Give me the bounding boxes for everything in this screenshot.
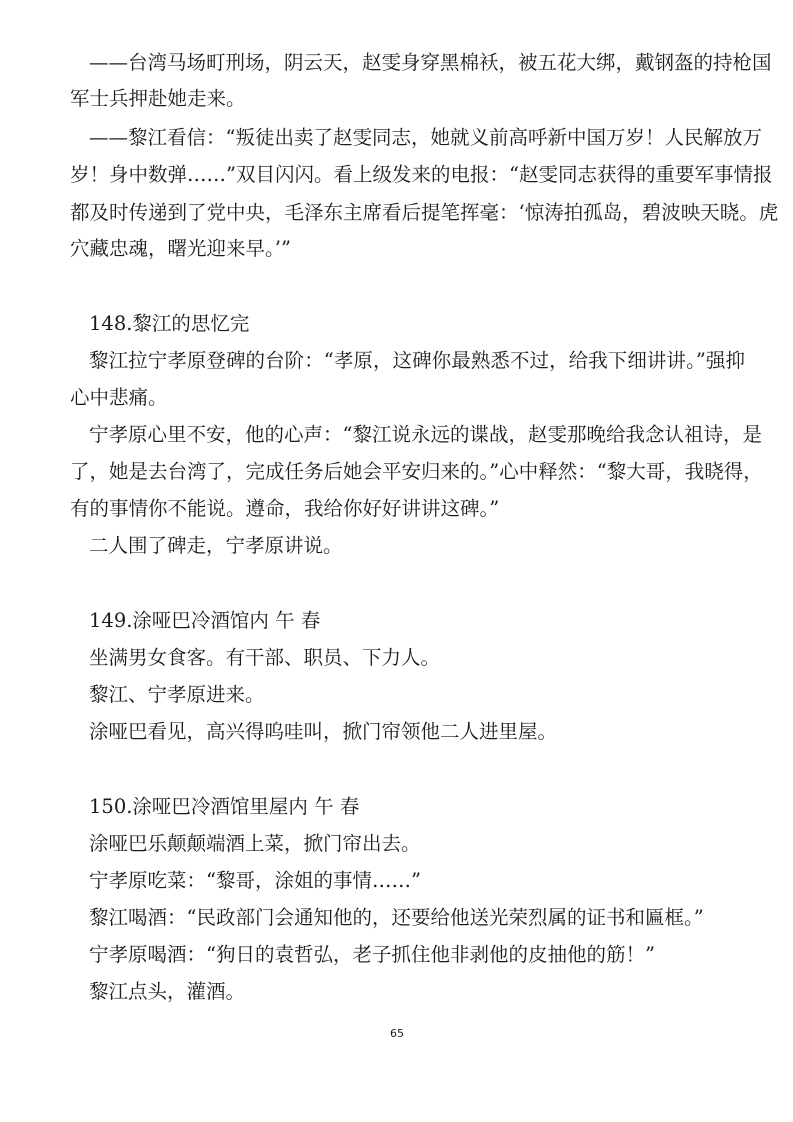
text-line: 军士兵押赴她走来。 bbox=[70, 87, 246, 110]
text-line: 了，她是去台湾了，完成任务后她会平安归来的。”心中释然：“黎大哥，我晓得， bbox=[70, 460, 763, 483]
text-line: 二人围了碑走，宁孝原讲说。 bbox=[89, 534, 343, 557]
text-line: 宁孝原心里不安，他的心声：“黎江说永远的谍战，赵雯那晚给我念认祖诗，是 bbox=[89, 423, 762, 446]
text-line: 黎江喝酒：“民政部门会通知他的，还要给他送光荣烈属的证书和匾框。” bbox=[89, 906, 704, 929]
text-line: 宁孝原喝酒：“狗日的袁哲弘，老子抓住他非剥他的皮抽他的筋！” bbox=[89, 943, 655, 966]
text-line: 宁孝原吃菜：“黎哥，涂姐的事情……” bbox=[89, 869, 421, 892]
scene-heading: 148.黎江的思忆完 bbox=[89, 312, 250, 335]
text-line: 黎江、宁孝原进来。 bbox=[89, 683, 265, 706]
text-line: 心中悲痛。 bbox=[70, 386, 168, 409]
text-line: 黎江拉宁孝原登碑的台阶：“孝原，这碑你最熟悉不过，给我下细讲讲。”强抑 bbox=[89, 349, 745, 372]
text-line: ——黎江看信：“叛徒出卖了赵雯同志，她就义前高呼新中国万岁！人民解放万 bbox=[89, 126, 762, 149]
text-line: 坐满男女食客。有干部、职员、下力人。 bbox=[89, 646, 441, 669]
text-line: 岁！身中数弹……”双目闪闪。看上级发来的电报：“赵雯同志获得的重要军事情报 bbox=[70, 163, 773, 186]
text-line: 有的事情你不能说。遵命，我给你好好讲讲这碑。” bbox=[70, 497, 500, 520]
scene-heading: 150.涂哑巴冷酒馆里屋内 午 春 bbox=[89, 795, 360, 818]
text-line: 黎江点头，灌酒。 bbox=[89, 980, 246, 1003]
page-number: 65 bbox=[390, 1027, 404, 1040]
text-line: 都及时传递到了党中央，毛泽东主席看后提笔挥毫：‘惊涛拍孤岛，碧波映天晓。虎 bbox=[70, 201, 779, 224]
text-line: 涂哑巴乐颠颠端酒上菜，掀门帘出去。 bbox=[89, 832, 421, 855]
text-line: ——台湾马场町刑场，阴云天，赵雯身穿黑棉袄，被五花大绑，戴钢盔的持枪国 bbox=[89, 51, 772, 74]
text-line: 涂哑巴看见，高兴得呜哇叫，掀门帘领他二人进里屋。 bbox=[89, 720, 558, 743]
text-line: 穴藏忠魂，曙光迎来早。’” bbox=[70, 237, 291, 260]
scene-heading: 149.涂哑巴冷酒馆内 午 春 bbox=[89, 609, 321, 632]
